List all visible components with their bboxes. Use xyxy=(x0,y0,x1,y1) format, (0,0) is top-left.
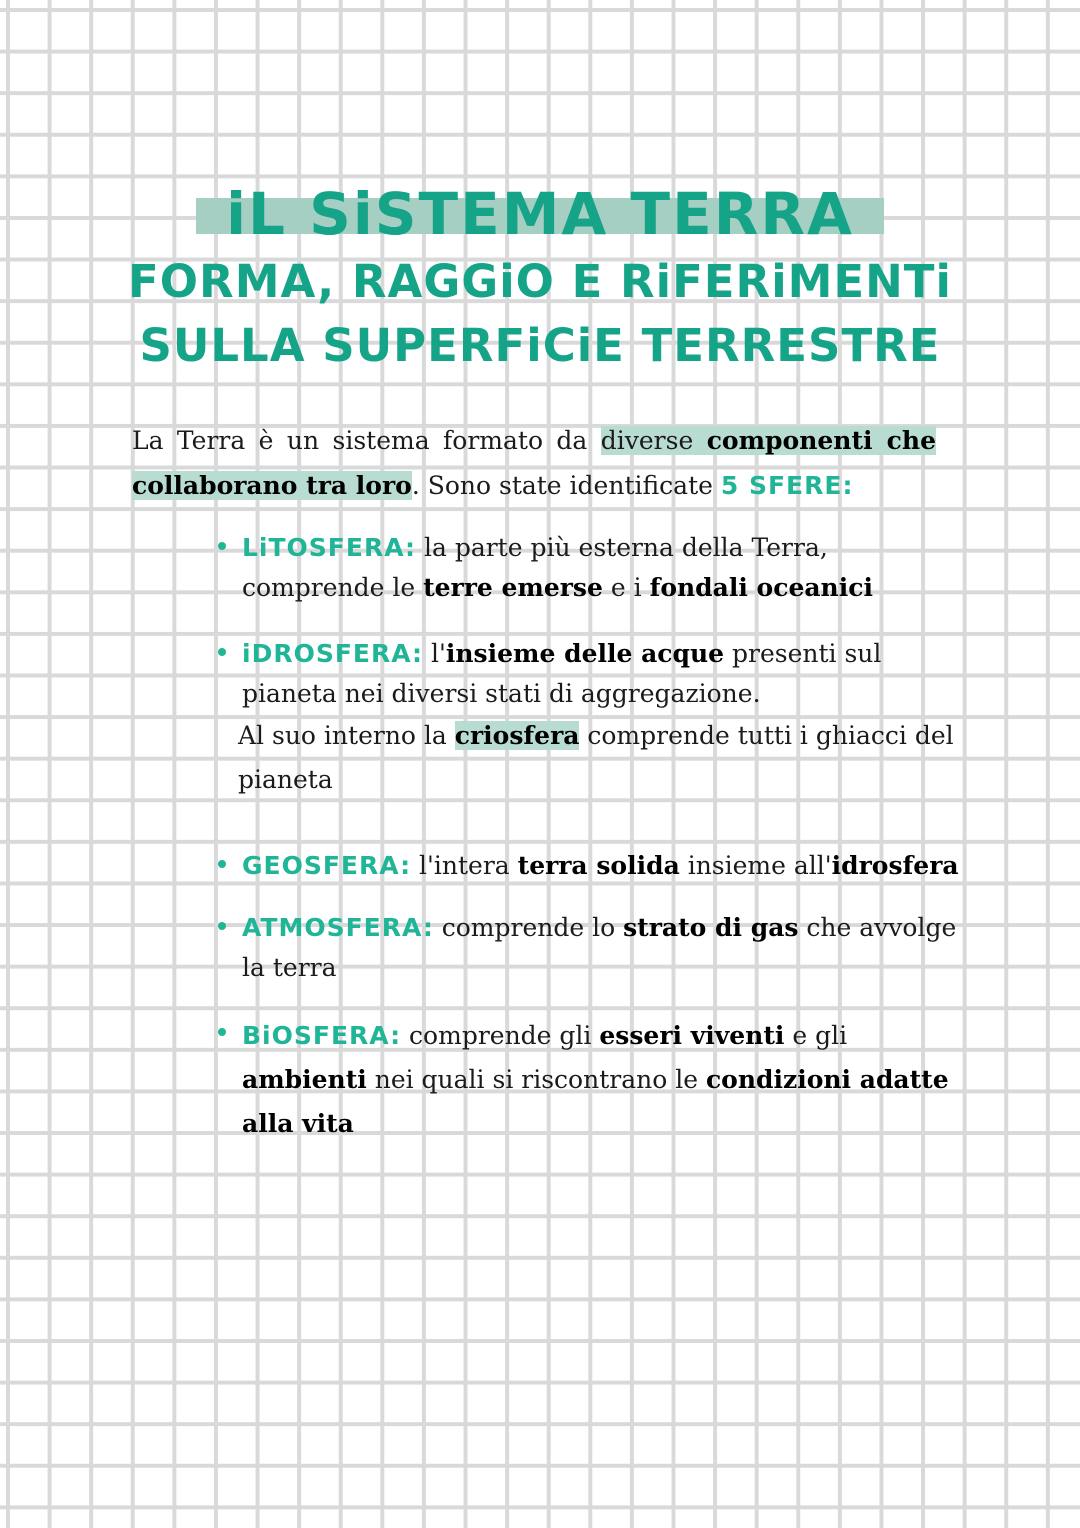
sphere-text: e i xyxy=(602,573,650,602)
title-block xyxy=(0,178,1080,378)
sphere-text: l' xyxy=(423,639,446,668)
criosfera-note xyxy=(238,714,974,802)
bullet-icon xyxy=(218,1028,226,1036)
sphere-bold: terra solida xyxy=(517,851,680,880)
note-text: Al suo interno la xyxy=(238,721,455,750)
intro-highlight-plain: diverse xyxy=(600,426,707,455)
sphere-text: comprende gli xyxy=(401,1021,600,1050)
sphere-bold: fondali oceanici xyxy=(649,573,873,602)
subtitle-line-2: SULLA SUPERFiCiE TERRESTRE xyxy=(139,319,941,372)
intro-highlight-bold: componenti che collaborano tra loro xyxy=(132,426,936,500)
sphere-item-biosfera xyxy=(214,1014,974,1146)
sphere-name: ATMOSFERA: xyxy=(242,913,434,942)
sphere-bold: strato di gas xyxy=(623,913,799,942)
note-text: comprende tutti i ghiacci del pianeta xyxy=(238,721,954,794)
intro-text-2: . Sono state identificate xyxy=(411,471,721,500)
sphere-text: e gli xyxy=(784,1021,848,1050)
main-title xyxy=(196,178,884,250)
sphere-item-litosfera xyxy=(214,528,974,608)
sphere-bold: esseri viventi xyxy=(599,1021,785,1050)
main-title-text: iL SiSTEMA TERRA xyxy=(226,180,854,248)
sphere-text: presenti sul pianeta nei diversi stati di aggregazione. xyxy=(242,639,882,708)
subtitle-line-1: FORMA, RAGGiO E RiFERiMENTi xyxy=(128,255,952,308)
sphere-item-idrosfera xyxy=(214,634,974,802)
sphere-item-atmosfera xyxy=(214,908,974,988)
sphere-text: l'intera xyxy=(411,851,518,880)
bullet-icon xyxy=(218,542,226,550)
sphere-text: la parte più esterna della Terra, comprende le xyxy=(242,533,828,602)
criosfera-highlight: criosfera xyxy=(454,721,580,750)
intro-text-1: La Terra è un sistema formato da xyxy=(132,426,601,455)
sphere-name: LiTOSFERA: xyxy=(242,533,417,562)
sphere-text: nei quali si riscontrano le xyxy=(366,1065,706,1094)
sphere-bold: terre emerse xyxy=(423,573,603,602)
sphere-bold: ambienti xyxy=(242,1065,367,1094)
spheres-count-label: 5 SFERE: xyxy=(720,471,854,500)
sphere-bold: condizioni adatte alla vita xyxy=(242,1065,949,1138)
sphere-name: GEOSFERA: xyxy=(242,851,412,880)
spheres-list xyxy=(214,528,974,1146)
bullet-icon xyxy=(218,648,226,656)
bullet-icon xyxy=(218,922,226,930)
intro-paragraph xyxy=(132,418,936,508)
sphere-name: iDROSFERA: xyxy=(242,639,424,668)
sphere-bold: idrosfera xyxy=(831,851,959,880)
sphere-text: insieme all' xyxy=(679,851,832,880)
sphere-text: che avvolge la terra xyxy=(242,913,957,982)
sphere-bold: insieme delle acque xyxy=(445,639,725,668)
bullet-icon xyxy=(218,860,226,868)
sphere-text: comprende lo xyxy=(433,913,624,942)
sphere-name: BiOSFERA: xyxy=(242,1021,402,1050)
sphere-item-geosfera xyxy=(214,846,974,886)
